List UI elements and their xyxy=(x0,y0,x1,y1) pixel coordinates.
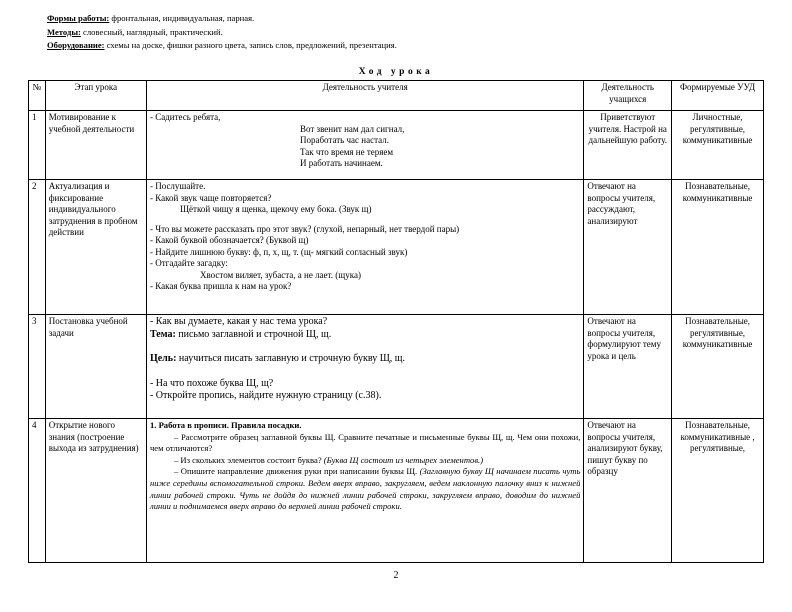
teacher-line: - Какая буква пришла к нам на урок? xyxy=(149,281,292,291)
lesson-table xyxy=(28,80,764,563)
row-number: 2 xyxy=(29,180,46,315)
uud-cell: Познавательные, регулятивные, коммуникативные xyxy=(672,315,764,419)
uud-cell: Личностные, регулятивные, коммуникативные xyxy=(672,111,764,180)
header-students: Деятельность учащихся xyxy=(584,81,672,111)
goal-label: Цель: xyxy=(149,353,177,364)
teacher-line: - Что вы можете рассказать про этот звук? (глухой, непарный, нет твердой пары) xyxy=(149,223,460,234)
riddle-line: Хвостом виляет, зубаста, а не лает. (щука) xyxy=(199,269,361,280)
stage-cell: Постановка учебной задачи xyxy=(45,315,146,419)
teacher-paragraph xyxy=(150,455,580,467)
forms-line xyxy=(47,12,397,26)
table-row xyxy=(29,315,764,419)
teacher-line: - Какой буквой обозначается? (Буквой щ) xyxy=(149,235,309,245)
forms-label: Формы работы: xyxy=(47,13,110,23)
question-text: – Из скольких элементов состоит буква? xyxy=(173,454,324,465)
row-number: 1 xyxy=(29,111,46,180)
header-teacher: Деятельность учителя xyxy=(146,81,583,111)
table-header-row xyxy=(29,81,764,111)
row-number: 3 xyxy=(29,315,46,419)
teacher-line: - На что похоже буква Щ, щ? xyxy=(149,377,274,389)
table-row xyxy=(29,180,764,315)
student-activity-cell: Отвечают на вопросы учителя, формулируют тему урока и цель xyxy=(584,315,672,419)
uud-cell: Познавательные, коммуникативные xyxy=(672,180,764,315)
student-activity-cell: Приветствуют учителя. Настрой на дальнейшую работу. xyxy=(584,111,672,180)
answer-text: (Заглавную букву Щ начинаем писать чуть ниже середины вспомогательной строки. Ведем вверх вправо, закругляем, ведем наклонную палочку вниз к нижней линии рабочей строки. Чуть не дойдя до нижней линии рабочей строки, закругляем вправо, доводим до нижней линии и поднимаемся вверх вправо до верхней линии рабочей строки. xyxy=(149,466,581,512)
teacher-line: - Отгадайте загадку: xyxy=(149,258,228,268)
plan-title: Ход урока xyxy=(358,67,434,77)
teacher-activity-cell xyxy=(146,180,583,315)
poem-line: Так что время не теряем xyxy=(299,146,394,157)
teacher-line: - Найдите лишнюю букву: ф, п, х, щ, т. (щ- мягкий согласный звук) xyxy=(149,246,408,257)
topic-text: письмо заглавной и строчной Щ, щ. xyxy=(175,328,332,340)
row-number: 4 xyxy=(29,419,46,563)
poem-line: Поработать час настал. xyxy=(299,135,389,145)
question-text: – Опишите направление движения руки при написании буквы Щ. xyxy=(173,466,420,477)
equipment-label: Оборудование: xyxy=(47,40,105,50)
teacher-line: - Какой звук чаще повторяется? xyxy=(149,192,272,203)
methods-label: Методы: xyxy=(47,26,81,37)
equipment-value: схемы на доске, фишки разного цвета, запись слов, предложений, презентация. xyxy=(104,40,397,50)
poem-line: Вот звенит нам дал сигнал, xyxy=(299,123,405,134)
teacher-activity-cell xyxy=(146,111,583,180)
teacher-line xyxy=(150,329,580,342)
header-stage: Этап урока xyxy=(45,81,146,111)
methods-value: словесный, наглядный, практический. xyxy=(80,26,223,37)
page-number: 2 xyxy=(393,570,399,581)
teacher-activity-cell xyxy=(146,315,583,419)
student-activity-cell: Отвечают на вопросы учителя, рассуждают, анализируют xyxy=(584,180,672,315)
stage-cell: Открытие нового знания (построение выхода из затруднения) xyxy=(45,419,146,563)
teacher-line: - Садитесь ребята, xyxy=(149,112,221,122)
answer-text: (Буква Щ состоит из четырех элементов.) xyxy=(323,454,484,465)
stage-cell: Актуализация и фиксирование индивидуального затруднения в пробном действии xyxy=(45,180,146,315)
forms-value: фронтальная, индивидуальная, парная. xyxy=(109,13,255,23)
teacher-line: Щёткой чищу я щенка, щекочу ему бока. (Звук щ) xyxy=(179,204,372,214)
student-activity-cell: Отвечают на вопросы учителя, анализируют букву, пишут букву по образцу xyxy=(584,419,672,563)
teacher-line: - Откройте пропись, найдите нужную страницу (с.38). xyxy=(149,390,382,401)
stage-cell: Мотивирование к учебной деятельности xyxy=(45,111,146,180)
equipment-line xyxy=(47,39,397,53)
header-no: № xyxy=(29,81,46,111)
teacher-line: - Как вы думаете, какая у нас тема урока? xyxy=(149,316,328,327)
poem-line: И работать начинаем. xyxy=(299,158,383,168)
teacher-activity-cell xyxy=(146,419,583,563)
header-uud: Формируемые УУД xyxy=(672,81,764,111)
methods-line xyxy=(47,26,397,40)
teacher-paragraph: – Рассмотрите образец заглавной буквы Щ. Сравните печатные и письменные буквы Щ, щ. Чем они похожи, чем отличаются? xyxy=(149,431,581,454)
teacher-line: - Послушайте. xyxy=(149,181,206,191)
table-row xyxy=(29,111,764,180)
topic-label: Тема: xyxy=(149,328,176,340)
lesson-header xyxy=(47,12,397,53)
goal-text: научиться писать заглавную и строчную букву Щ, щ. xyxy=(176,353,405,364)
uud-cell: Познавательные, коммуникативные , регулятивные, xyxy=(672,419,764,563)
teacher-paragraph xyxy=(150,466,580,512)
teacher-line: 1. Работа в прописи. Правила посадки. xyxy=(149,420,302,430)
table-row xyxy=(29,419,764,563)
teacher-line xyxy=(150,353,580,366)
